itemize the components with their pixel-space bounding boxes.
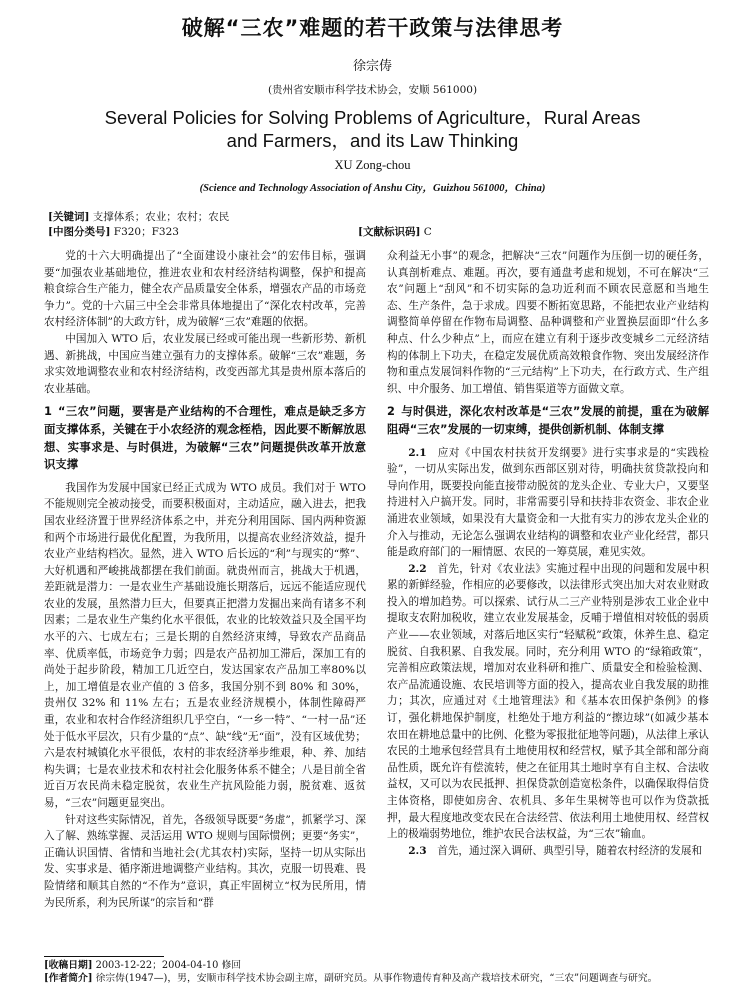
paragraph-text: 首先，针对《农业法》实施过程中出现的问题和发展中积累的新鲜经验，作相应的必要修改，以法律形式突出加大对农业财政投入的增加趋势。可以探索、试行从二三产业特别是涉农工业企业中提取支农附加税收，建立农业发展基金，反哺于增值相对较低的弱质产业——农业领域，对落后地区实行“轻赋税”政策，休养生息、稳定脱贫、自我积累、自我发展。同时，充分利用 WTO 的“绿箱政策”，完善相应政策法规，增加对农业科研和推广、质量安全和检验检测、农产品流通设施、农民培训等方面的投入，提高农业自我发展的助推力；其次，应通过对《土地管理法》和《基本农田保护条例》的修订，强化耕地保护制度，杜绝处于地方利益的“擦边球”(如减少基本农田在耕地总量中的比例、化整为零报批征地等问题)，从法律上承认农民的土地承包经营具有土地使用权和经营权，赋予其全部和部分商品性质，既允许有偿流转，使之在征用其土地时享有自主权、合法收益权，又可以为农民抵押、担保贷款创造宽松条件，以确保取得信贷主体资格，即使如房舍、农机具、多年生果树等也可以作为贷款抵押，最大程度地改变农民在合法经营、依法利用土地使用权、经营权上的极端弱势地位，维护农民合法权益，为“三农”输血。 (387, 562, 709, 841)
subsection-paragraph (387, 561, 709, 843)
paragraph: 众利益无小事”的观念，把解决“三农”问题作为压倒一切的硬任务，认真剖析难点、难题。再次，要有通盘考虑和规划，不可在解决“三农”问题上“刮风”和不切实际的急功近利而不顾农民意愿和当地生态、生产条件，急于求成。四要不断拓宽思路，不能把农业产业结构调整简单停留在作物布局调整、品种调整和产业置换层面即“什么多种点、什么少种点”上，而应在建立有利于逐步改变城乡二元经济结构的体制上下功夫，在稳定发展优质高效粮食作物、突出发展经济作物和重点发展饲料作物的“三元结构”上下功夫，在行政方式、生产组织、中介服务、加工增值、销售渠道等方面做文章。 (387, 250, 709, 395)
clc-label: [中图分类号] (48, 226, 111, 238)
subsection-paragraph (387, 843, 709, 860)
paragraph-text: 应对《中国农村扶贫开发纲要》进行实事求是的“实践检验”，一切从实际出发，做到东西部区别对待，明确扶贫贷款投向和导向作用，既要投向能直接带动脱贫的龙头企业、专业大户，又要坚持进村入户搞开发。同时，非常需要引导和扶持非农资金、非农企业涌进农业领域，如果没有大量资金和一大批有实力的涉农龙头企业的介入与推动，无论怎么强调农业结构的调整和农业产业化经营，都只能是政府部门的一厢情愿、农民的一筹莫展，难见实效。 (387, 446, 709, 559)
clc-text: F320；F323 (113, 226, 179, 238)
left-column (44, 248, 366, 911)
paragraph-text: 首先，通过深入调研、典型引导，随着农村经济的发展和 (437, 844, 703, 857)
received-label: [收稿日期] (44, 960, 93, 971)
paragraph: 针对这些实际情况，首先，各级领导既要“务虚”，抓紧学习、深入了解、熟练掌握、灵活运用 WTO 规则与国际惯例；更要“务实”，正确认识国情、省情和当地社会(尤其农村)实际，坚持一切从实际出发、实事求是、循序渐进地调整产业结构。其次，克服一切畏难、畏险情绪和顺其自然的“不作为”意识，真正牢固树立“权为民所用，情为民所系，利为民所谋”的宗旨和“群 (44, 813, 366, 909)
keywords (48, 210, 229, 224)
section-heading-text: 与时俱进，深化农村改革是“三农”发展的前提，重在为破解阻碍“三农”发展的一切束缚，提供创新机制、体制支撑 (387, 404, 709, 436)
bio-text: 徐宗俦(1947—)，男，安顺市科学技术协会副主席，副研究员。从事作物遗传育种及高产栽培技术研究，“三农”问题调查与研究。 (95, 973, 658, 984)
section-number: 1 (44, 404, 52, 419)
section-number: 2 (387, 404, 395, 419)
english-affiliation: (Science and Technology Association of Anshu City，Guizhou 561000，China) (199, 183, 546, 194)
section-heading-text: “三农”问题，要害是产业结构的不合理性，难点是缺乏多方面支撑体系，关键在于小农经济的观念桎梏，因此要不断解放思想、实事求是、与时俱进，为破解“三农”问题提供改革开放意识支撑 (44, 404, 366, 472)
footnote-rule (44, 956, 164, 957)
paper-title: 破解“三农”难题的若干政策与法律思考 (181, 16, 564, 40)
subsection-number: 2.3 (408, 844, 427, 857)
english-title-line2: and Farmers，and its Law Thinking (226, 130, 519, 151)
author-affiliation: (贵州省安顺市科学技术协会，安顺 561000) (267, 84, 478, 96)
english-author: XU Zong-chou (334, 158, 411, 172)
paragraph: 党的十六大明确提出了“全面建设小康社会”的宏伟目标，强调要“加强农业基础地位，推进农业和农村经济结构调整，保护和提高粮食综合生产能力，健全农产品质量安全体系，增强农产品的市场竞争力”。党的十六届三中全会非常具体地提出了“深化农村改革，完善农村经济体制”的大政方针，成为破解“三农”难题的依据。 (44, 250, 366, 329)
keywords-text: 支撑体系；农业；农村；农民 (92, 211, 230, 223)
subsection-number: 2.2 (408, 562, 427, 575)
section-heading-2 (387, 403, 709, 438)
received-date (44, 959, 241, 972)
clc-number (48, 225, 179, 239)
keywords-label: [关键词] (48, 211, 90, 223)
section-heading-1 (44, 403, 366, 473)
english-title-line1: Several Policies for Solving Problems of Agriculture，Rural Areas (104, 107, 641, 128)
received-text: 2003-12-22；2004-04-10 修回 (95, 960, 242, 971)
subsection-number: 2.1 (408, 446, 427, 459)
document-code (358, 225, 432, 239)
paragraph: 我国作为发展中国家已经正式成为 WTO 成员。我们对于 WTO 不能规则完全被动接受，而要积极面对，主动适应，融入进去，把我国农业经济置于世界经济体系之中，并充分利用国际、国内两种资源和两个市场进行最优化配置，为我所用，以提高农业经济效益，提升农业产业结构档次。显然，进入 WTO 后长远的“利”与现实的“弊”、大好机遇和严峻挑战都摆在我们前面。就贵州而言，挑战大于机遇，差距就是潜力：一是农业生产基础设施长期落后，远远不能适应现代农业的发展，虽然潜力巨大，但要真正把潜力发掘出来尚有诸多不利因素；二是农业生产集约化水平很低，农业的比较效益只及全国平均水平的六、七成左右；三是长期的自然经济束缚，导致农产品商品率、优质率低，市场竞争力弱；四是农产品初加工滞后，深加工有的尚处于起步阶段，精加工几近空白，发达国家农产品加工率80%以上，加工增值是农业产值的 3 倍多，我国分别不到 80% 和 30%，贵州仅 32% 和 11% 左右；五是农业经济规模小，体制性障碍严重，农业和农村合作经济组织几乎空白，“一乡一特”、“一村一品”还处于低水平层次，只有少量的“点”、缺“线”无“面”，没有区域优势；六是农村城镇化水平很低，农村的非农经济举步维艰，种、养、加结构失调；七是农业技术和农村社会化服务体系不健全；八是目前全省近百万农民尚未稳定脱贫，农业生产抗风险能力弱，脱贫难、返贫易，“三农”问题更显突出。 (44, 481, 366, 809)
english-title (0, 106, 745, 152)
doc-code-label: [文献标识码] (358, 226, 421, 238)
author-bio (44, 972, 724, 985)
subsection-paragraph (387, 445, 709, 561)
paragraph: 中国加入 WTO 后，农业发展已经或可能出现一些新形势、新机遇、新挑战，中国应当建立强有力的支撑体系。破解“三农”难题，务求实效地调整农业和农村经济结构，改变西部尤其是贵州原本落后的农业基础。 (44, 332, 366, 395)
author-name: 徐宗俦 (352, 59, 392, 74)
right-column (387, 248, 709, 859)
bio-label: [作者简介] (44, 973, 93, 984)
doc-code-text: C (423, 226, 432, 238)
